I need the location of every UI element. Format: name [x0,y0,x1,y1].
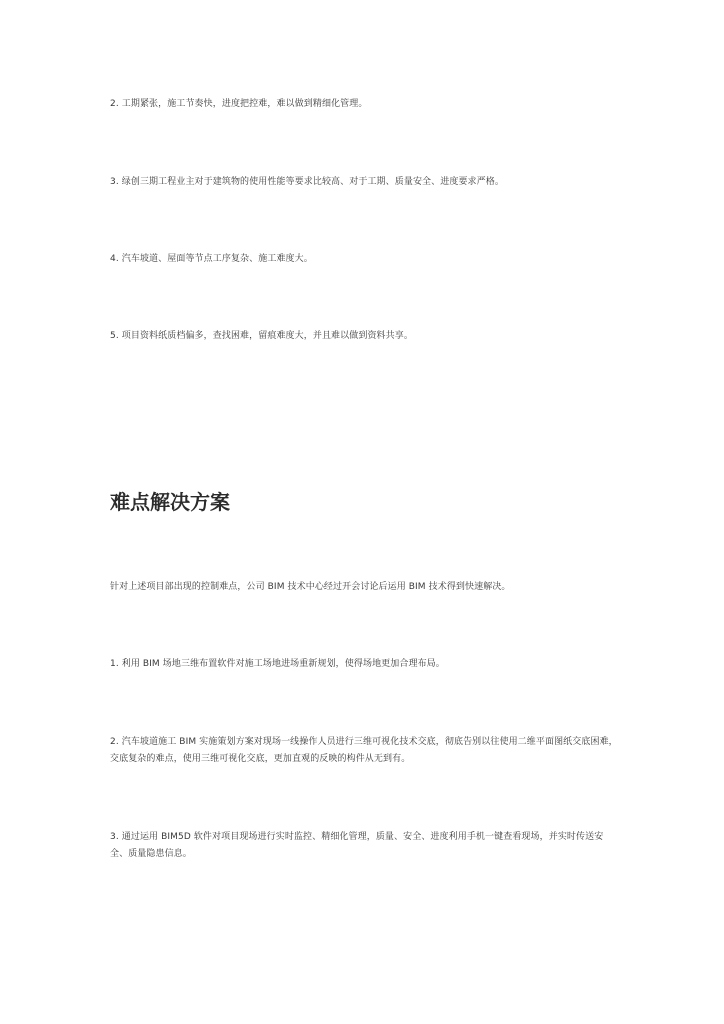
section-heading: 难点解决方案 [110,490,230,514]
issue-item-2: 2. 工期紧张，施工节奏快，进度把控难，难以做到精细化管理。 [110,99,368,109]
issue-item-3: 3. 绿创三期工程业主对于建筑物的使用性能等要求比较高、对于工期、质量安全、进度要求严格。 [110,177,504,187]
solution-item-1: 1. 利用 BIM 场地三维布置软件对施工场地进场重新规划，使得场地更加合理布局。 [110,659,445,669]
solution-item-2: 2. 汽车坡道施工 BIM 实施策划方案对现场一线操作人员进行三维可视化技术交底，彻底告别以往使用二维平面图纸交底困难，交底复杂的难点，使用三维可视化交底，更加直观的反映的构件从无到有。 [110,737,618,764]
solution-intro: 针对上述项目部出现的控制难点，公司 BIM 技术中心经过开会讨论后运用 BIM 技术得到快速解决。 [110,582,511,592]
issue-item-4: 4. 汽车坡道、屋面等节点工序复杂、施工难度大。 [110,254,313,264]
issue-item-5: 5. 项目资料纸质档偏多，查找困难，留痕难度大，并且难以做到资料共享。 [110,331,413,341]
solution-item-3: 3. 通过运用 BIM5D 软件对项目现场进行实时监控、精细化管理，质量、安全、进度利用手机一键查看现场，并实时传送安全、质量隐患信息。 [110,832,604,859]
